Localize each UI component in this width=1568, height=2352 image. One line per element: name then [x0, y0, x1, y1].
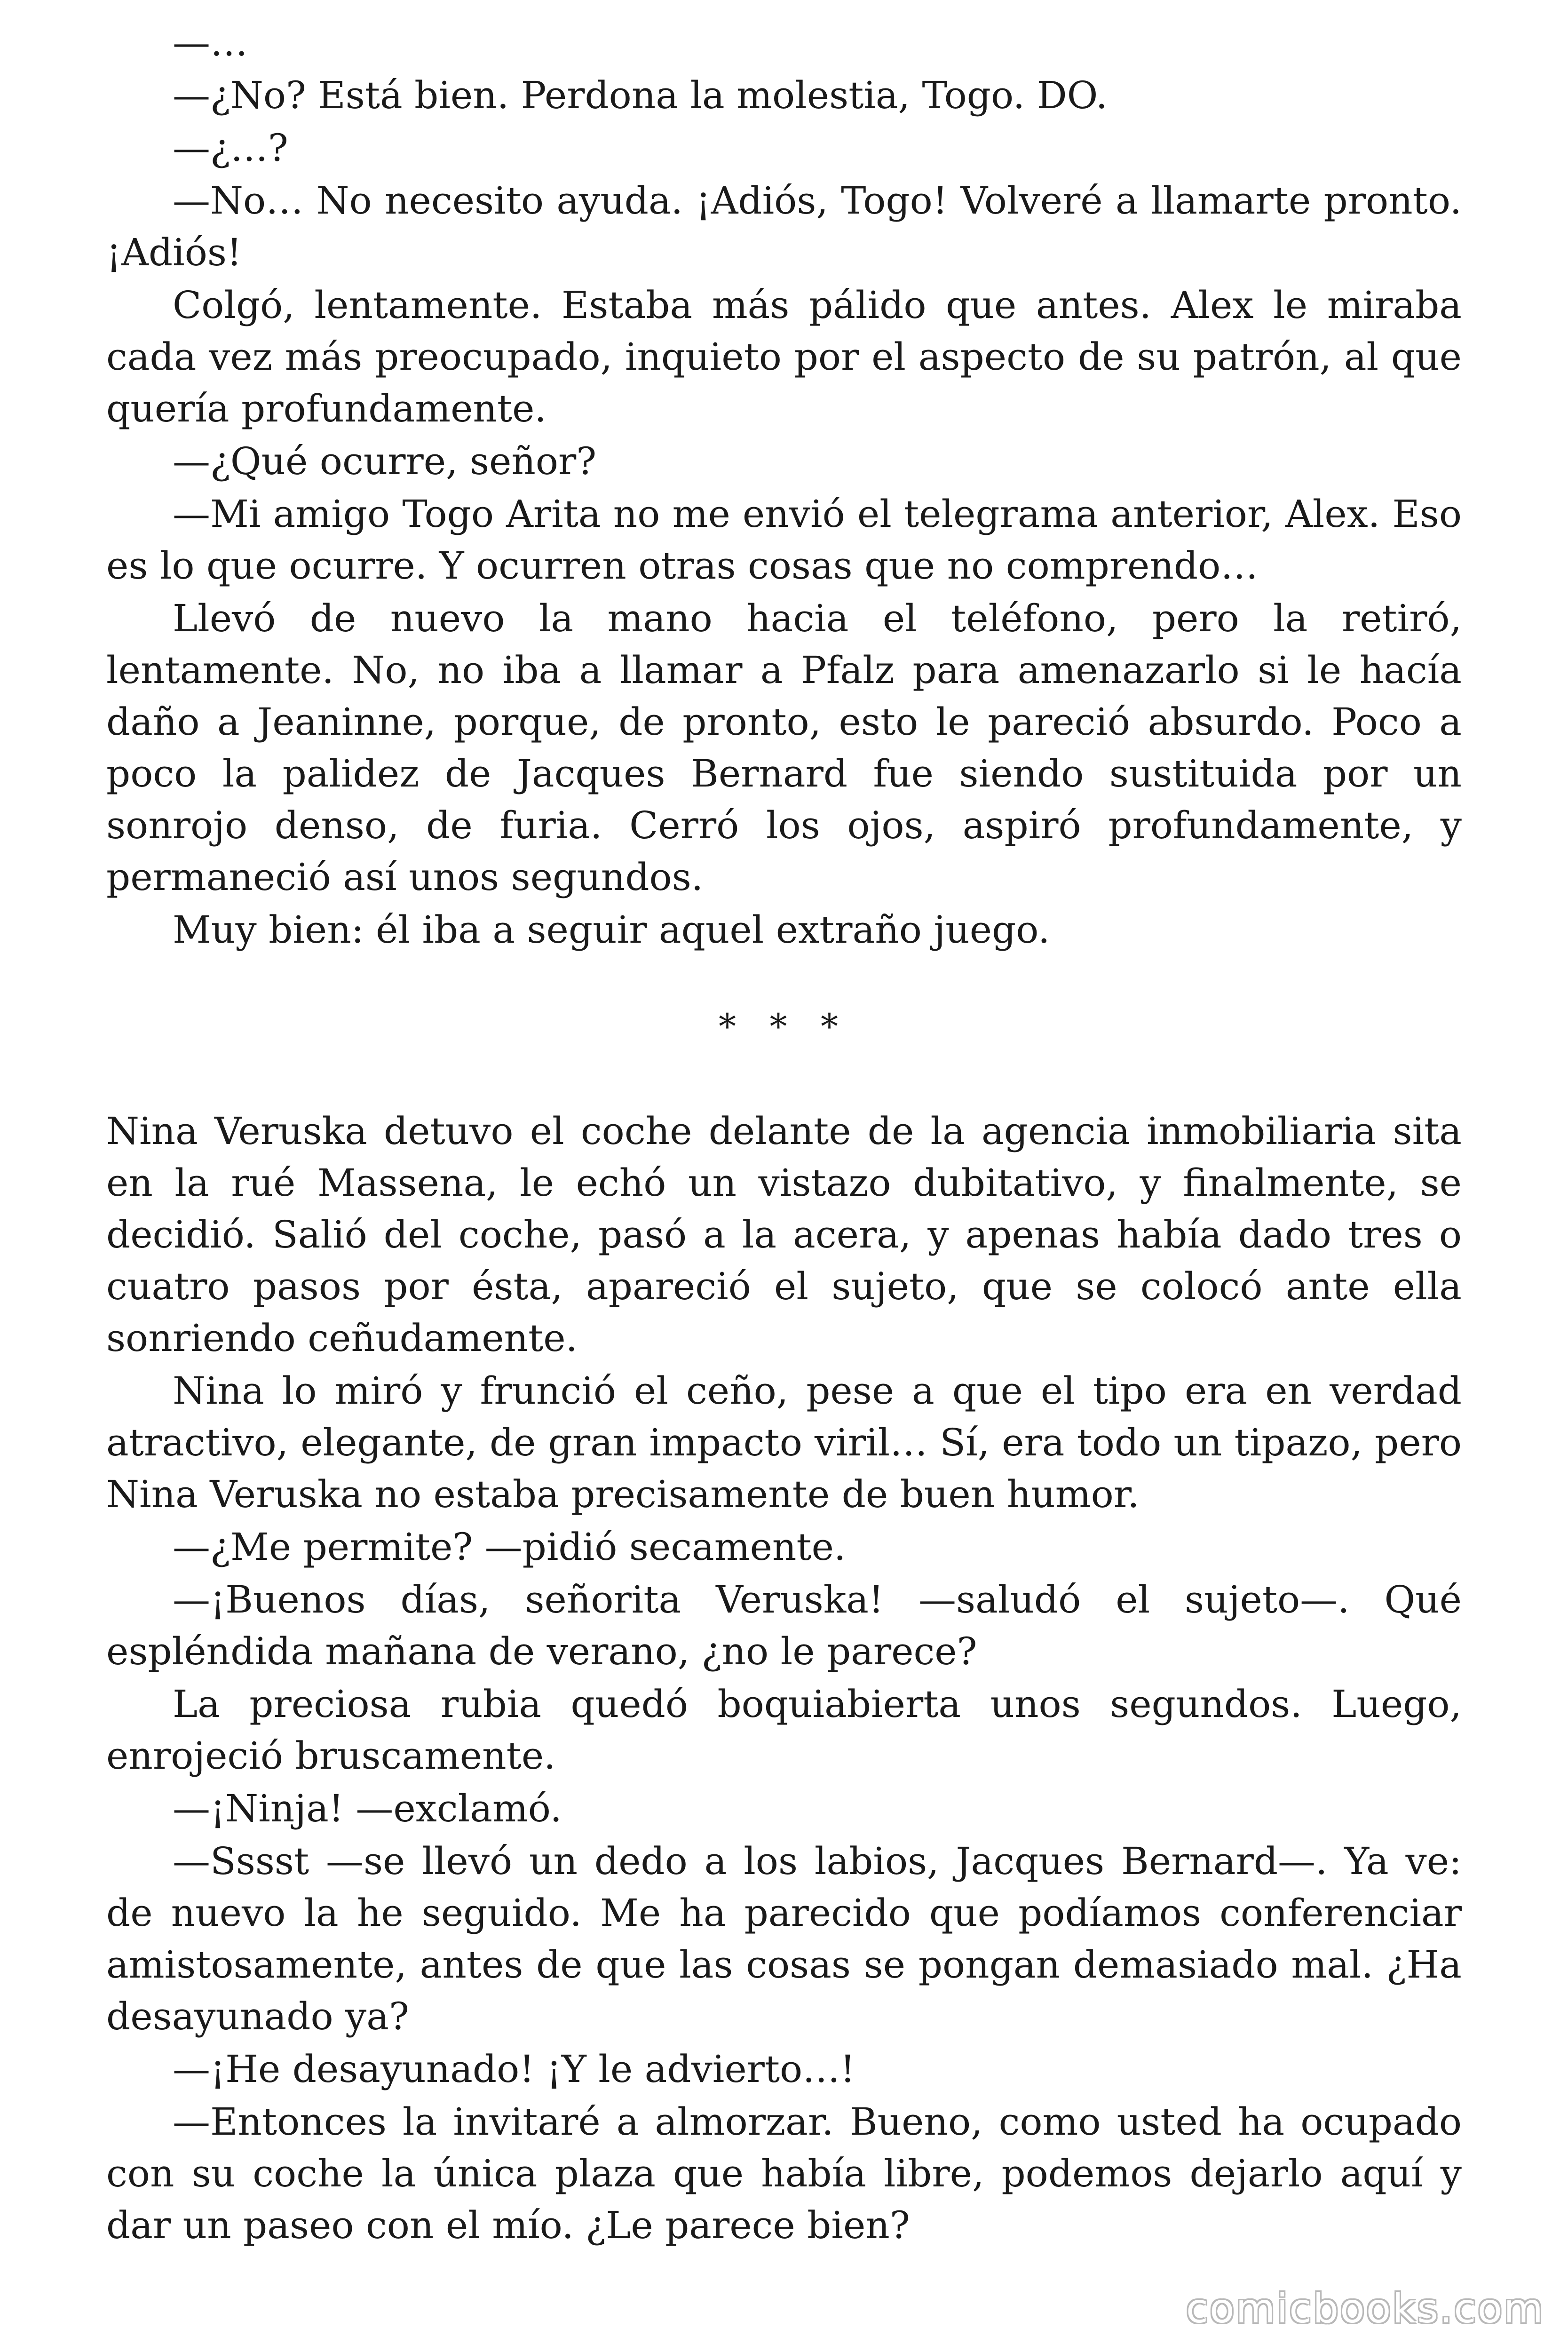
paragraph: —Sssst —se llevó un dedo a los labios, Jacques Bernard—. Ya ve: de nuevo la he seguido. Me ha parecido que podíamos conferenciar amistosamente, antes de que las cosas se pongan demasiado mal. ¿Ha desayunado ya? [106, 1839, 1462, 2038]
paragraph: —¡He desayunado! ¡Y le advierto…! [173, 2047, 855, 2091]
paragraph: —Mi amigo Togo Arita no me envió el telegrama anterior, Alex. Eso es lo que ocurre. Y ocurren otras cosas que no comprendo… [106, 492, 1462, 588]
paragraph: La preciosa rubia quedó boquiabierta unos segundos. Luego, enrojeció bruscamente. [106, 1682, 1462, 1778]
paragraph: —¡Buenos días, señorita Veruska! —saludó el sujeto—. Qué espléndida mañana de verano, ¿no le parece? [106, 1578, 1462, 1673]
paragraph: —¡Ninja! —exclamó. [173, 1787, 562, 1830]
paragraph: Muy bien: él iba a seguir aquel extraño juego. [173, 908, 1050, 952]
paragraph: —… [173, 21, 248, 64]
paragraph: —No… No necesito ayuda. ¡Adiós, Togo! Volveré a llamarte pronto. ¡Adiós! [106, 179, 1462, 274]
watermark: comicbooks.com [1186, 2285, 1544, 2332]
paragraph: —Entonces la invitaré a almorzar. Bueno, como usted ha ocupado con su coche la única plaza que había libre, podemos dejarlo aquí y dar un paseo con el mío. ¿Le parece bien? [106, 2100, 1462, 2247]
paragraph: —¿Qué ocurre, señor? [173, 439, 597, 483]
paragraph: Colgó, lentamente. Estaba más pálido que antes. Alex le miraba cada vez más preocupado, inquieto por el aspecto de su patrón, al que quería profundamente. [106, 283, 1462, 430]
paragraph: Nina Veruska detuvo el coche delante de la agencia inmobiliaria sita en la rué Massena, le echó un vistazo dubitativo, y finalmente, se decidió. Salió del coche, pasó a la acera, y apenas había dado tres o cuatro pasos por ésta, apareció el sujeto, que se colocó ante ella sonriendo ceñudamente. [106, 1109, 1462, 1360]
book-page [106, 17, 1462, 2252]
paragraph: Llevó de nuevo la mano hacia el teléfono, pero la retiró, lentamente. No, no iba a llamar a Pfalz para amenazarlo si le hacía daño a Jeaninne, porque, de pronto, esto le pareció absurdo. Poco a poco la palidez de Jacques Bernard fue siendo sustituida por un sonrojo denso, de furia. Cerró los ojos, aspiró profundamente, y permaneció así unos segundos. [106, 596, 1462, 899]
paragraph: —¿No? Está bien. Perdona la molestia, Togo. DO. [173, 73, 1108, 117]
paragraph: Nina lo miró y frunció el ceño, pese a que el tipo era en verdad atractivo, elegante, de gran impacto viril… Sí, era todo un tipazo, pero Nina Veruska no estaba precisamente de buen humor. [106, 1369, 1462, 1516]
paragraph: —¿Me permite? —pidió secamente. [173, 1525, 846, 1569]
paragraph: —¿…? [173, 126, 288, 170]
section-separator: * * * [718, 1007, 850, 1047]
